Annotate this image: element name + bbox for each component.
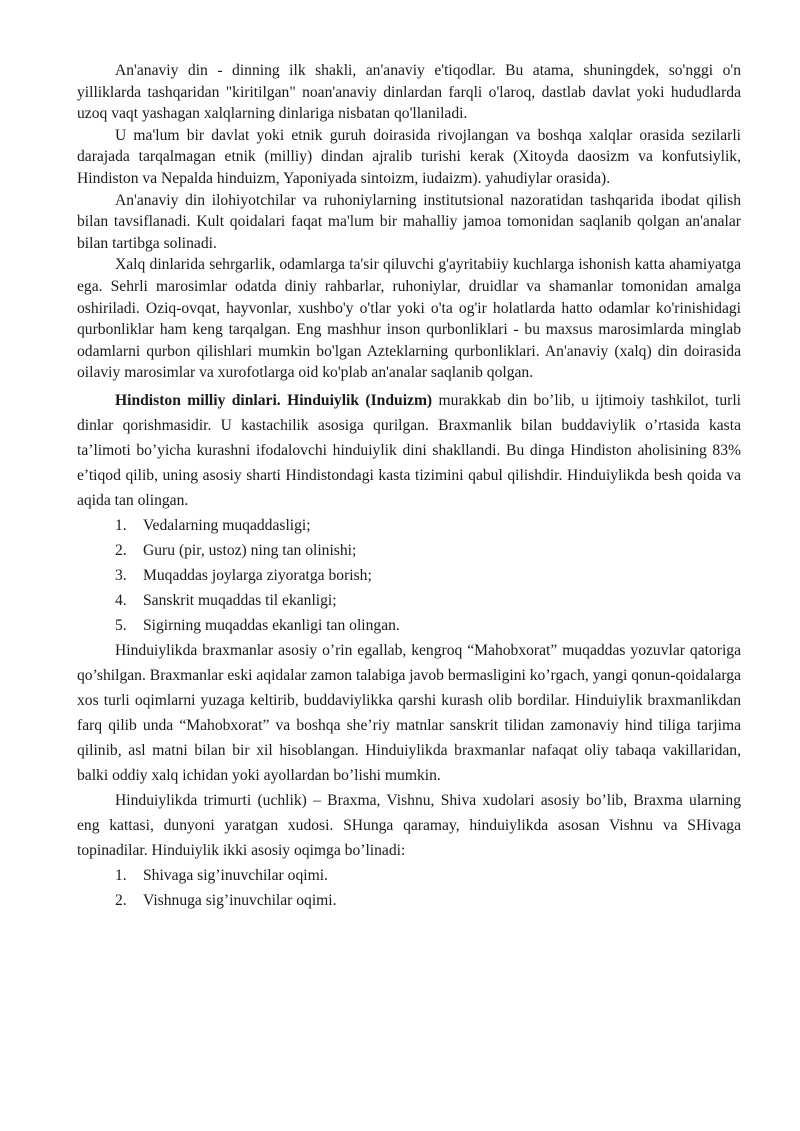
list-item [77,538,741,563]
paragraph-trimurti: Hinduiylikda trimurti (uchlik) – Braxma, Vishnu, Shiva xudolari asosiy bo’lib, Braxma ularning eng kattasi, dunyoni yaratgan xudosi. SHunga qaramay, hinduiylikda asosan Vishnu va SHivaga topinadilar. Hinduiylik ikki asosiy oqimga bo’linadi: [77,791,741,859]
document-page [77,60,741,913]
list-item [77,513,741,538]
paragraph-traditional-religion-definition: An'anaviy din - dinning ilk shakli, an'anaviy e'tiqodlar. Bu atama, shuningdek, so'nggi o'n yilliklarda tashqaridan "kiritilgan" noan'anaviy dinlardan farqli o'laroq, dastlab davlat yoki hududlarda uzoq vaqt yashagan xalqlarning dinlariga nisbatan qo'llaniladi. [77,62,741,123]
paragraph-brahmins: Hinduiylikda braxmanlar asosiy o’rin egallab, kengroq “Mahobxorat” muqaddas yozuvlar qatoriga qo’shilgan. Braxmanlar eski aqidalar zamon talabiga javob bermasligini ko’rgach, yangi qonun-qoidalarga xos turli oqimlarni yuzaga keltirib, buddaviylikka qarshi kurash olib bordilar. Hinduiylik braxmanlikdan farq qilib unda “Mahobxorat” va boshqa she’riy matnlar sanskrit tilidan zamonaviy hind tiliga tarjima qilinib, asl matni bilan bir xil hisoblangan. Hinduiylikda braxmanlar nafaqat oliy tabaqa vakillaridan, balki oddiy xalq ichidan yoki ayollardan bo’lishi mumkin. [77,641,741,784]
list-item [77,588,741,613]
hinduism-currents-list [77,863,741,913]
hinduism-intro-text: murakkab din bo’lib, u ijtimoiy tashkilot, turli dinlar qorishmasidir. U kastachilik asosiga qurilgan. Braxmanlik bilan buddaviylik o’rtasida kasta ta’limoti bo’yicha kurashni ifodalovchi hinduiylik dini shakllandi. Bu dinga Hindiston aholisining 83% e’tiqod qilib, uning asosiy sharti Hindistondagi kasta tizimini qabul qilishdir. Hinduiylikda besh qoida va aqida tan olingan. [77,391,742,509]
list-item [77,613,741,638]
list-item [77,888,741,913]
list-item-text: Vishnuga sig’inuvchilar oqimi. [143,891,337,909]
list-item-text: Shivaga sig’inuvchilar oqimi. [143,866,328,884]
hinduism-section [77,388,741,913]
list-item-text: Muqaddas joylarga ziyoratga borish; [143,566,372,584]
list-item-number: 1. [115,866,127,884]
hinduism-rules-list [77,513,741,638]
section-heading-hinduism: Hindiston milliy dinlari. Hinduiylik (Induizm) [115,391,433,409]
paragraph-ethnic-religion: U ma'lum bir davlat yoki etnik guruh doirasida rivojlangan va boshqa xalqlar orasida sezilarli darajada tarqalmagan etnik (milliy) dindan ajralib turishi kerak (Xitoyda daosizm va konfutsiylik, Hindiston va Nepalda hinduizm, Yaponiyada sintoizm, iudaizm). yahudiylar orasida). [77,126,741,187]
list-item-text: Guru (pir, ustoz) ning tan olinishi; [143,541,357,559]
list-item-number: 3. [115,566,127,584]
list-item-number: 5. [115,616,127,634]
list-item-text: Sanskrit muqaddas til ekanligi; [143,591,337,609]
list-item [77,863,741,888]
paragraph-hinduism-intro [77,388,741,513]
list-item-number: 4. [115,591,127,609]
list-item-number: 2. [115,541,127,559]
paragraph-worship-outside-control: An'anaviy din ilohiyotchilar va ruhoniylarning institutsional nazoratidan tashqarida ibodat qilish bilan tavsiflanadi. Kult qoidalari faqat ma'lum bir mahalliy jamoa tomonidan saqlanib qolgan an'analar bilan tartibga solinadi. [77,191,741,252]
list-item-text: Vedalarning muqaddasligi; [143,516,311,534]
list-item-number: 1. [115,516,127,534]
list-item [77,563,741,588]
list-item-text: Sigirning muqaddas ekanligi tan olingan. [143,616,400,634]
paragraph-folk-magic: Xalq dinlarida sehrgarlik, odamlarga ta'sir qiluvchi g'ayritabiiy kuchlarga ishonish katta ahamiyatga ega. Sehrli marosimlar odatda diniy rahbarlar, ruhoniylar, druidlar va shamanlar tomonidan amalga oshiriladi. Oziq-ovqat, hayvonlar, xushbo'y o'tlar yoki o'ta og'ir holatlarda hatto odamlar ko'rinishidagi qurbonliklar ham keng tarqalgan. Eng mashhur inson qurbonliklari - bu maxsus marosimlarda minglab odamlarni qurbon qilishlari mumkin bo'lgan Azteklarning qurbonliklari. An'anaviy (xalq) din doirasida oilaviy marosimlar va xurofotlarga oid ko'plab an'analar saqlanib qolgan. [77,256,741,382]
traditional-religion-section [77,60,741,384]
list-item-number: 2. [115,891,127,909]
